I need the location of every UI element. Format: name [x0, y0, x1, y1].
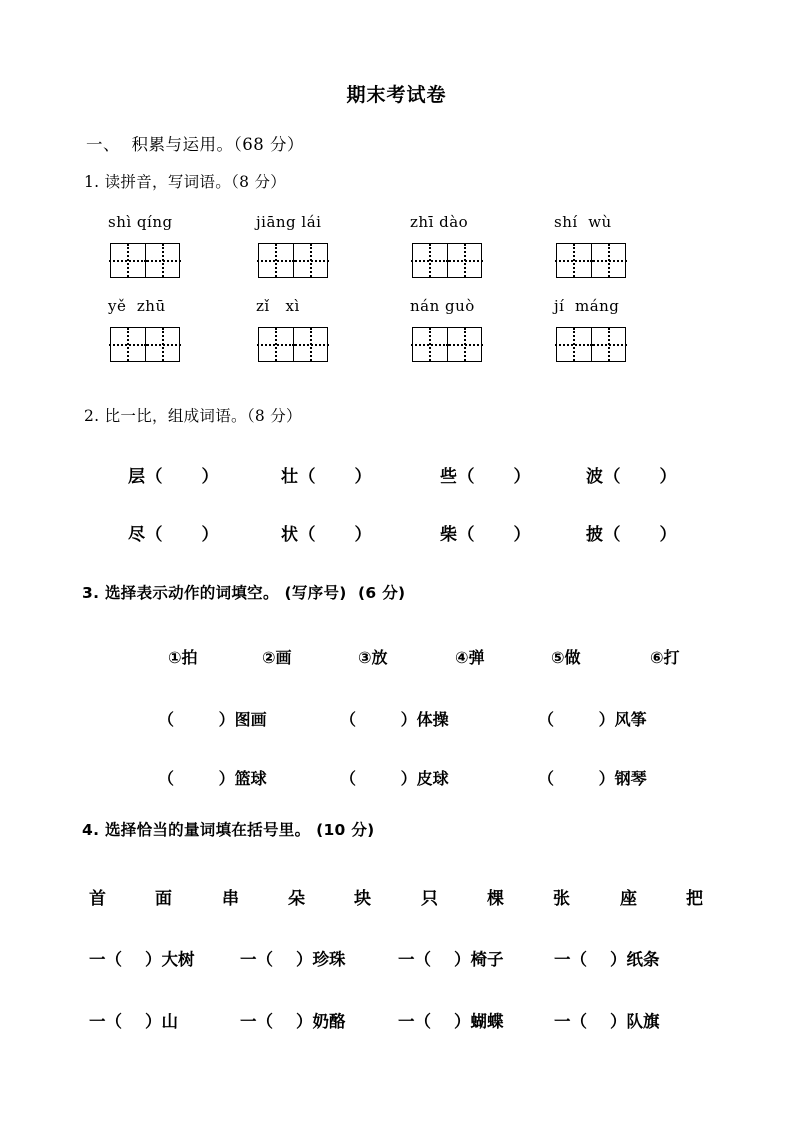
exercise4-heading: 4. 选择恰当的量词填在括号里。 (10 分) — [82, 821, 375, 839]
exercise3-item[interactable]: （ ）篮球 — [158, 769, 267, 788]
exercise4-bank-word[interactable]: 串 — [222, 889, 239, 909]
exercise4-bank-word[interactable]: 张 — [553, 889, 570, 909]
exercise2-item[interactable]: 些（ ） — [440, 467, 532, 487]
tianzige-cell[interactable] — [259, 328, 293, 361]
exercise4-item[interactable]: 一（ ）珍珠 — [240, 950, 346, 969]
pinyin-label: jiāng lái — [256, 213, 322, 231]
exercise4-item[interactable]: 一（ ）纸条 — [554, 950, 660, 969]
exercise3-option[interactable]: ③放 — [358, 648, 388, 667]
pinyin-label: shí wù — [554, 213, 612, 231]
tianzige-cell[interactable] — [145, 244, 179, 277]
exercise4-item[interactable]: 一（ ）队旗 — [554, 1012, 660, 1031]
exercise4-bank-word[interactable]: 首 — [89, 889, 106, 909]
tianzige-cell[interactable] — [447, 244, 481, 277]
exercise2-item[interactable]: 柴（ ） — [440, 525, 532, 545]
tianzige-box[interactable] — [110, 327, 180, 362]
exercise3-option[interactable]: ⑥打 — [650, 648, 680, 667]
exercise2-item[interactable]: 壮（ ） — [281, 467, 373, 487]
exercise4-item[interactable]: 一（ ）山 — [89, 1012, 178, 1031]
exercise2-item[interactable]: 披（ ） — [586, 525, 678, 545]
pinyin-label: zhī dào — [410, 213, 469, 231]
exercise2-heading: 2. 比一比，组成词语。（8 分） — [84, 407, 302, 425]
exercise3-option[interactable]: ⑤做 — [551, 648, 581, 667]
tianzige-cell[interactable] — [447, 328, 481, 361]
exercise3-heading: 3. 选择表示动作的词填空。 (写序号) (6 分) — [82, 584, 406, 602]
exercise4-bank-word[interactable]: 块 — [354, 889, 371, 909]
page-title: 期末考试卷 — [346, 84, 447, 106]
exercise2-item[interactable]: 尽（ ） — [128, 525, 220, 545]
pinyin-label: yě zhū — [108, 297, 166, 315]
exercise3-item[interactable]: （ ）图画 — [158, 710, 267, 729]
exercise4-bank-word[interactable]: 面 — [155, 889, 172, 909]
exercise4-bank-word[interactable]: 只 — [421, 889, 438, 909]
exercise3-option[interactable]: ④弹 — [455, 648, 485, 667]
exercise1-heading: 1. 读拼音，写词语。（8 分） — [84, 173, 287, 191]
tianzige-box[interactable] — [412, 243, 482, 278]
exercise2-item[interactable]: 波（ ） — [586, 467, 678, 487]
exercise4-bank-word[interactable]: 座 — [620, 889, 637, 909]
tianzige-cell[interactable] — [259, 244, 293, 277]
exercise2-item[interactable]: 状（ ） — [281, 525, 373, 545]
pinyin-label: jí máng — [554, 297, 620, 315]
tianzige-cell[interactable] — [557, 244, 591, 277]
exercise4-bank-word[interactable]: 棵 — [487, 889, 504, 909]
exercise4-item[interactable]: 一（ ）蝴蝶 — [398, 1012, 504, 1031]
tianzige-cell[interactable] — [145, 328, 179, 361]
pinyin-label: shì qíng — [108, 213, 173, 231]
tianzige-box[interactable] — [258, 327, 328, 362]
exercise3-item[interactable]: （ ）体操 — [340, 710, 449, 729]
tianzige-box[interactable] — [556, 327, 626, 362]
exercise4-item[interactable]: 一（ ）奶酪 — [240, 1012, 346, 1031]
tianzige-box[interactable] — [258, 243, 328, 278]
pinyin-label: nán guò — [410, 297, 475, 315]
exercise3-option[interactable]: ①拍 — [168, 648, 198, 667]
tianzige-cell[interactable] — [591, 244, 625, 277]
tianzige-cell[interactable] — [591, 328, 625, 361]
exercise2-item[interactable]: 层（ ） — [128, 467, 220, 487]
exercise4-item[interactable]: 一（ ）椅子 — [398, 950, 504, 969]
exercise3-item[interactable]: （ ）钢琴 — [538, 769, 647, 788]
tianzige-cell[interactable] — [413, 244, 447, 277]
tianzige-cell[interactable] — [293, 244, 327, 277]
exercise4-item[interactable]: 一（ ）大树 — [89, 950, 195, 969]
pinyin-label: zǐ xì — [256, 297, 300, 315]
exercise4-bank-word[interactable]: 朵 — [288, 889, 305, 909]
tianzige-cell[interactable] — [293, 328, 327, 361]
tianzige-cell[interactable] — [413, 328, 447, 361]
tianzige-box[interactable] — [556, 243, 626, 278]
exercise3-item[interactable]: （ ）皮球 — [340, 769, 449, 788]
tianzige-cell[interactable] — [111, 328, 145, 361]
part-one-heading: 一、 积累与运用。（68 分） — [86, 135, 304, 154]
exercise3-item[interactable]: （ ）风筝 — [538, 710, 647, 729]
tianzige-box[interactable] — [412, 327, 482, 362]
tianzige-cell[interactable] — [557, 328, 591, 361]
tianzige-cell[interactable] — [111, 244, 145, 277]
exercise4-bank-word[interactable]: 把 — [686, 889, 703, 909]
exercise3-option[interactable]: ②画 — [262, 648, 292, 667]
tianzige-box[interactable] — [110, 243, 180, 278]
